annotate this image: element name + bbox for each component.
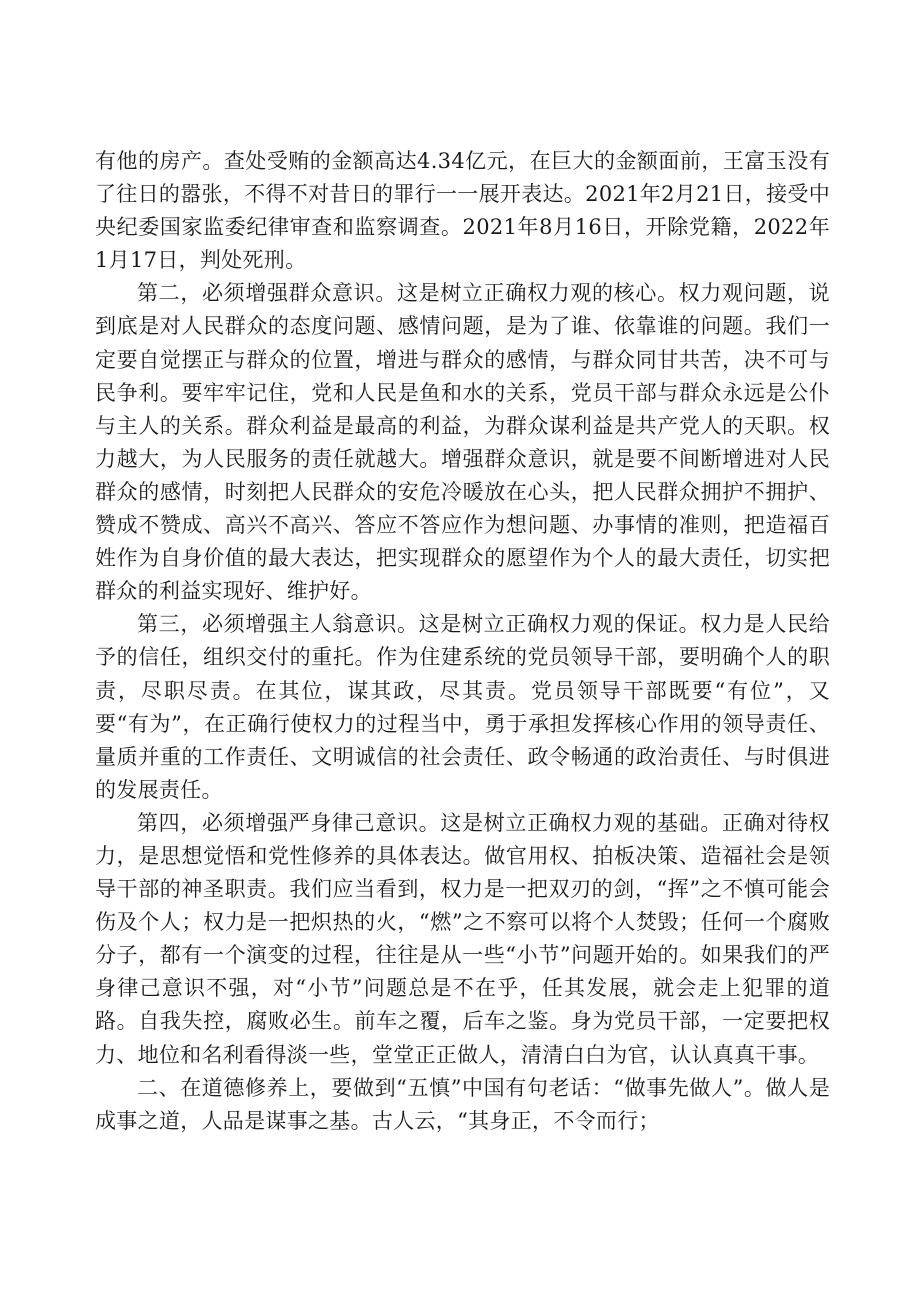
- paragraph-moral-cultivation: 二、在道德修养上，要做到“五慎”中国有句老话：“做事先做人”。做人是成事之道，人品是谋事之基。古人云，“其身正，不令而行；: [95, 1075, 830, 1133]
- paragraph-case-continuation: 有他的房产。查处受贿的金额高达4.34亿元，在巨大的金额面前，王富玉没有了往日的嚣张，不得不对昔日的罪行一一展开表达。2021年2月21日，接受中央纪委国家监委纪律审查和监察调查。2021年8月16日，开除党籍，2022年1月17日，判处死刑。: [95, 149, 830, 273]
- paragraph-self-discipline: 第四，必须增强严身律己意识。这是树立正确权力观的基础。正确对待权力，是思想觉悟和党性修养的具体表达。做官用权、拍板决策、造福社会是领导干部的神圣职责。我们应当看到，权力是一把双刃的剑，“挥”之不慎可能会伤及个人；权力是一把炽热的火，“燃”之不察可以将个人焚毁；任何一个腐败分子，都有一个演变的过程，往往是从一些“小节”问题开始的。如果我们的严身律己意识不强，对“小节”问题总是不在乎，任其发展，就会走上犯罪的道路。自我失控，腐败必生。前车之覆，后车之鉴。身为党员干部，一定要把权力、地位和名利看得淡一些，堂堂正正做人，清清白白为官，认认真真干事。: [95, 810, 830, 1067]
- document-body: [95, 145, 830, 1138]
- paragraph-mass-awareness: 第二，必须增强群众意识。这是树立正确权力观的核心。权力观问题，说到底是对人民群众的态度问题、感情问题，是为了谁、依靠谁的问题。我们一定要自觉摆正与群众的位置，增进与群众的感情，与群众同甘共苦，决不可与民争利。要牢牢记住，党和人民是鱼和水的关系，党员干部与群众永远是公仆与主人的关系。群众利益是最高的利益，为群众谋利益是共产党人的天职。权力越大，为人民服务的责任就越大。增强群众意识，就是要不间断增进对人民群众的感情，时刻把人民群众的安危冷暖放在心头，把人民群众拥护不拥护、赞成不赞成、高兴不高兴、答应不答应作为想问题、办事情的准则，把造福百姓作为自身价值的最大表达，把实现群众的愿望作为个人的最大责任，切实把群众的利益实现好、维护好。: [95, 281, 830, 604]
- paragraph-ownership-awareness: 第三，必须增强主人翁意识。这是树立正确权力观的保证。权力是人民给予的信任，组织交付的重托。作为住建系统的党员领导干部，要明确个人的职责，尽职尽责。在其位，谋其政，尽其责。党员领导干部既要“有位”，又要“有为”，在正确行使权力的过程当中，勇于承担发挥核心作用的领导责任、量质并重的工作责任、文明诚信的社会责任、政令畅通的政治责任、与时俱进的发展责任。: [95, 612, 830, 802]
